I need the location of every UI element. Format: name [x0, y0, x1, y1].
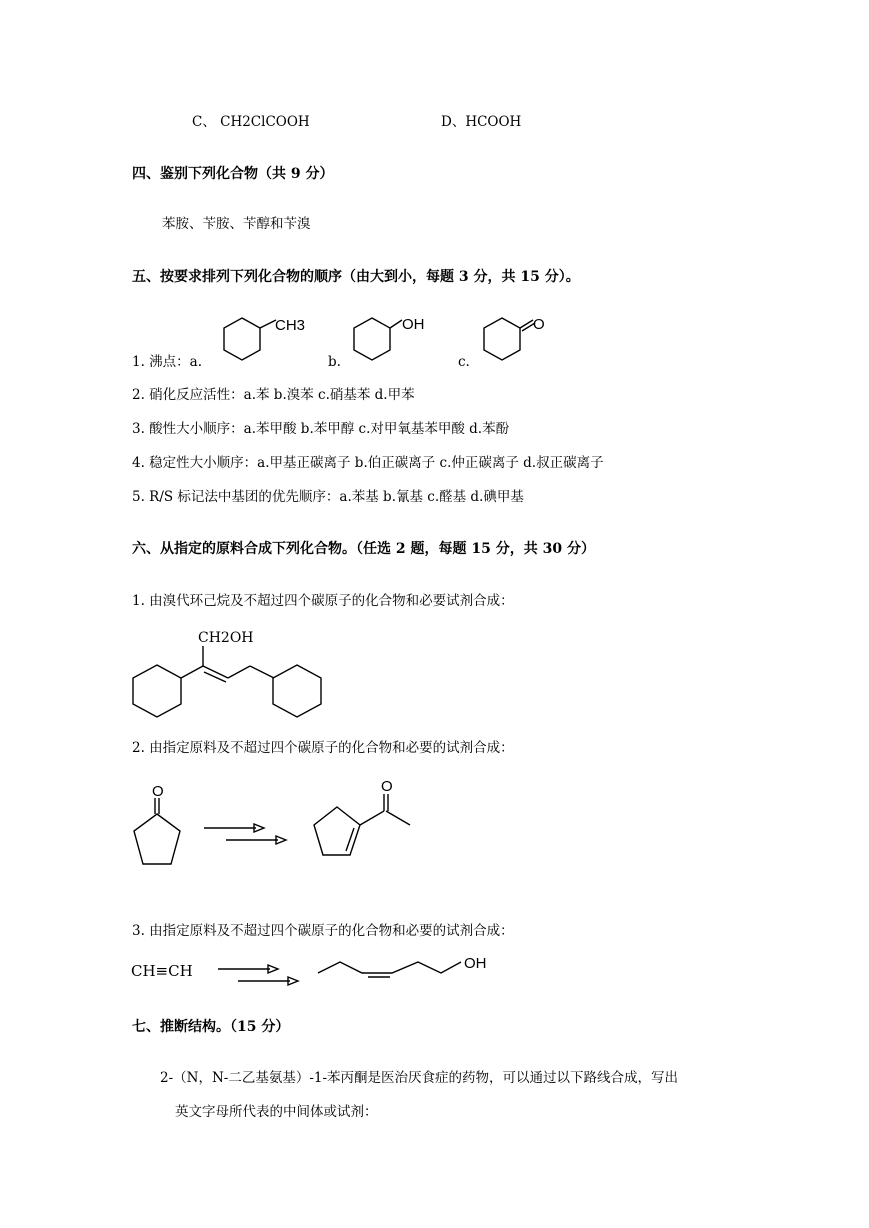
q5-4: 4. 稳定性大小顺序：a.甲基正碳离子 b.伯正碳离子 c.仲正碳离子 d.叔正碳离子 — [132, 455, 604, 471]
q6-3: 3. 由指定原料及不超过四个碳原子的化合物和必要的试剂合成： — [132, 923, 514, 939]
bond — [520, 320, 533, 328]
section-4-compounds: 苯胺、苄胺、苄醇和苄溴 — [162, 216, 311, 232]
ring — [484, 318, 520, 360]
option-c: C、 CH2ClCOOH — [192, 114, 310, 130]
acetylene-label: CH≡CH — [131, 962, 193, 980]
bond — [260, 320, 276, 328]
cyclohexanone-structure — [480, 312, 570, 372]
oh-label: OH — [402, 316, 425, 333]
section-7-line-1: 2-（N，N-二乙基氨基）-1-苯丙酮是医治厌食症的药物，可以通过以下路线合成，写出 — [160, 1070, 679, 1086]
q5-5: 5. R/S 标记法中基团的优先顺序：a.苯基 b.氰基 c.醛基 d.碘甲基 — [132, 489, 524, 505]
q6-3-scheme — [128, 950, 508, 1000]
q6-2: 2. 由指定原料及不超过四个碳原子的化合物和必要的试剂合成： — [132, 740, 514, 756]
o-label-1: O — [152, 783, 164, 800]
o-label-2: O — [381, 778, 393, 795]
bond — [181, 666, 203, 678]
bond — [250, 666, 274, 678]
section-7-title: 七、推断结构。（15 分） — [132, 1019, 290, 1035]
carbon-chain — [318, 962, 461, 973]
q6-1: 1. 由溴代环己烷及不超过四个碳原子的化合物和必要试剂合成： — [132, 593, 514, 609]
section-6-title: 六、从指定的原料合成下列化合物。（任选 2 题，每题 15 分，共 30 分） — [132, 541, 595, 557]
ch2oh-label: CH2OH — [198, 630, 254, 646]
section-7-line-2: 英文字母所代表的中间体或试剂： — [175, 1104, 378, 1120]
cyclopentanone-ring — [134, 814, 180, 864]
bond — [228, 666, 250, 678]
double-bond-inner — [204, 672, 226, 682]
right-cyclohexane — [273, 665, 321, 717]
o-label: O — [533, 316, 545, 333]
oh-label: OH — [464, 955, 487, 972]
q5-1-c: c. — [458, 354, 470, 370]
q5-2: 2. 硝化反应活性：a.苯 b.溴苯 c.硝基苯 d.甲苯 — [132, 387, 415, 403]
bond — [360, 811, 384, 825]
option-d: D、HCOOH — [441, 114, 522, 130]
cyclohexanol-structure — [350, 312, 440, 372]
q5-1-b: b. — [328, 354, 341, 370]
double-bond — [203, 666, 228, 678]
bond — [390, 320, 402, 328]
q6-1-target-structure — [128, 620, 328, 720]
section-5-title: 五、按要求排列下列化合物的顺序（由大到小，每题 3 分，共 15 分）。 — [132, 269, 580, 285]
ch3-label: CH3 — [275, 317, 306, 334]
methylcyclohexane-structure — [220, 312, 310, 372]
ring — [224, 318, 260, 360]
section-4-title: 四、鉴别下列化合物（共 9 分） — [132, 166, 334, 182]
left-cyclohexane — [133, 665, 181, 717]
q6-2-scheme — [128, 778, 428, 878]
q5-3: 3. 酸性大小顺序：a.苯甲酸 b.苯甲醇 c.对甲氧基苯甲酸 d.苯酚 — [132, 421, 510, 437]
ring — [354, 318, 390, 360]
q5-1-label: 1. 沸点：a. — [132, 354, 203, 370]
bond — [386, 811, 410, 825]
